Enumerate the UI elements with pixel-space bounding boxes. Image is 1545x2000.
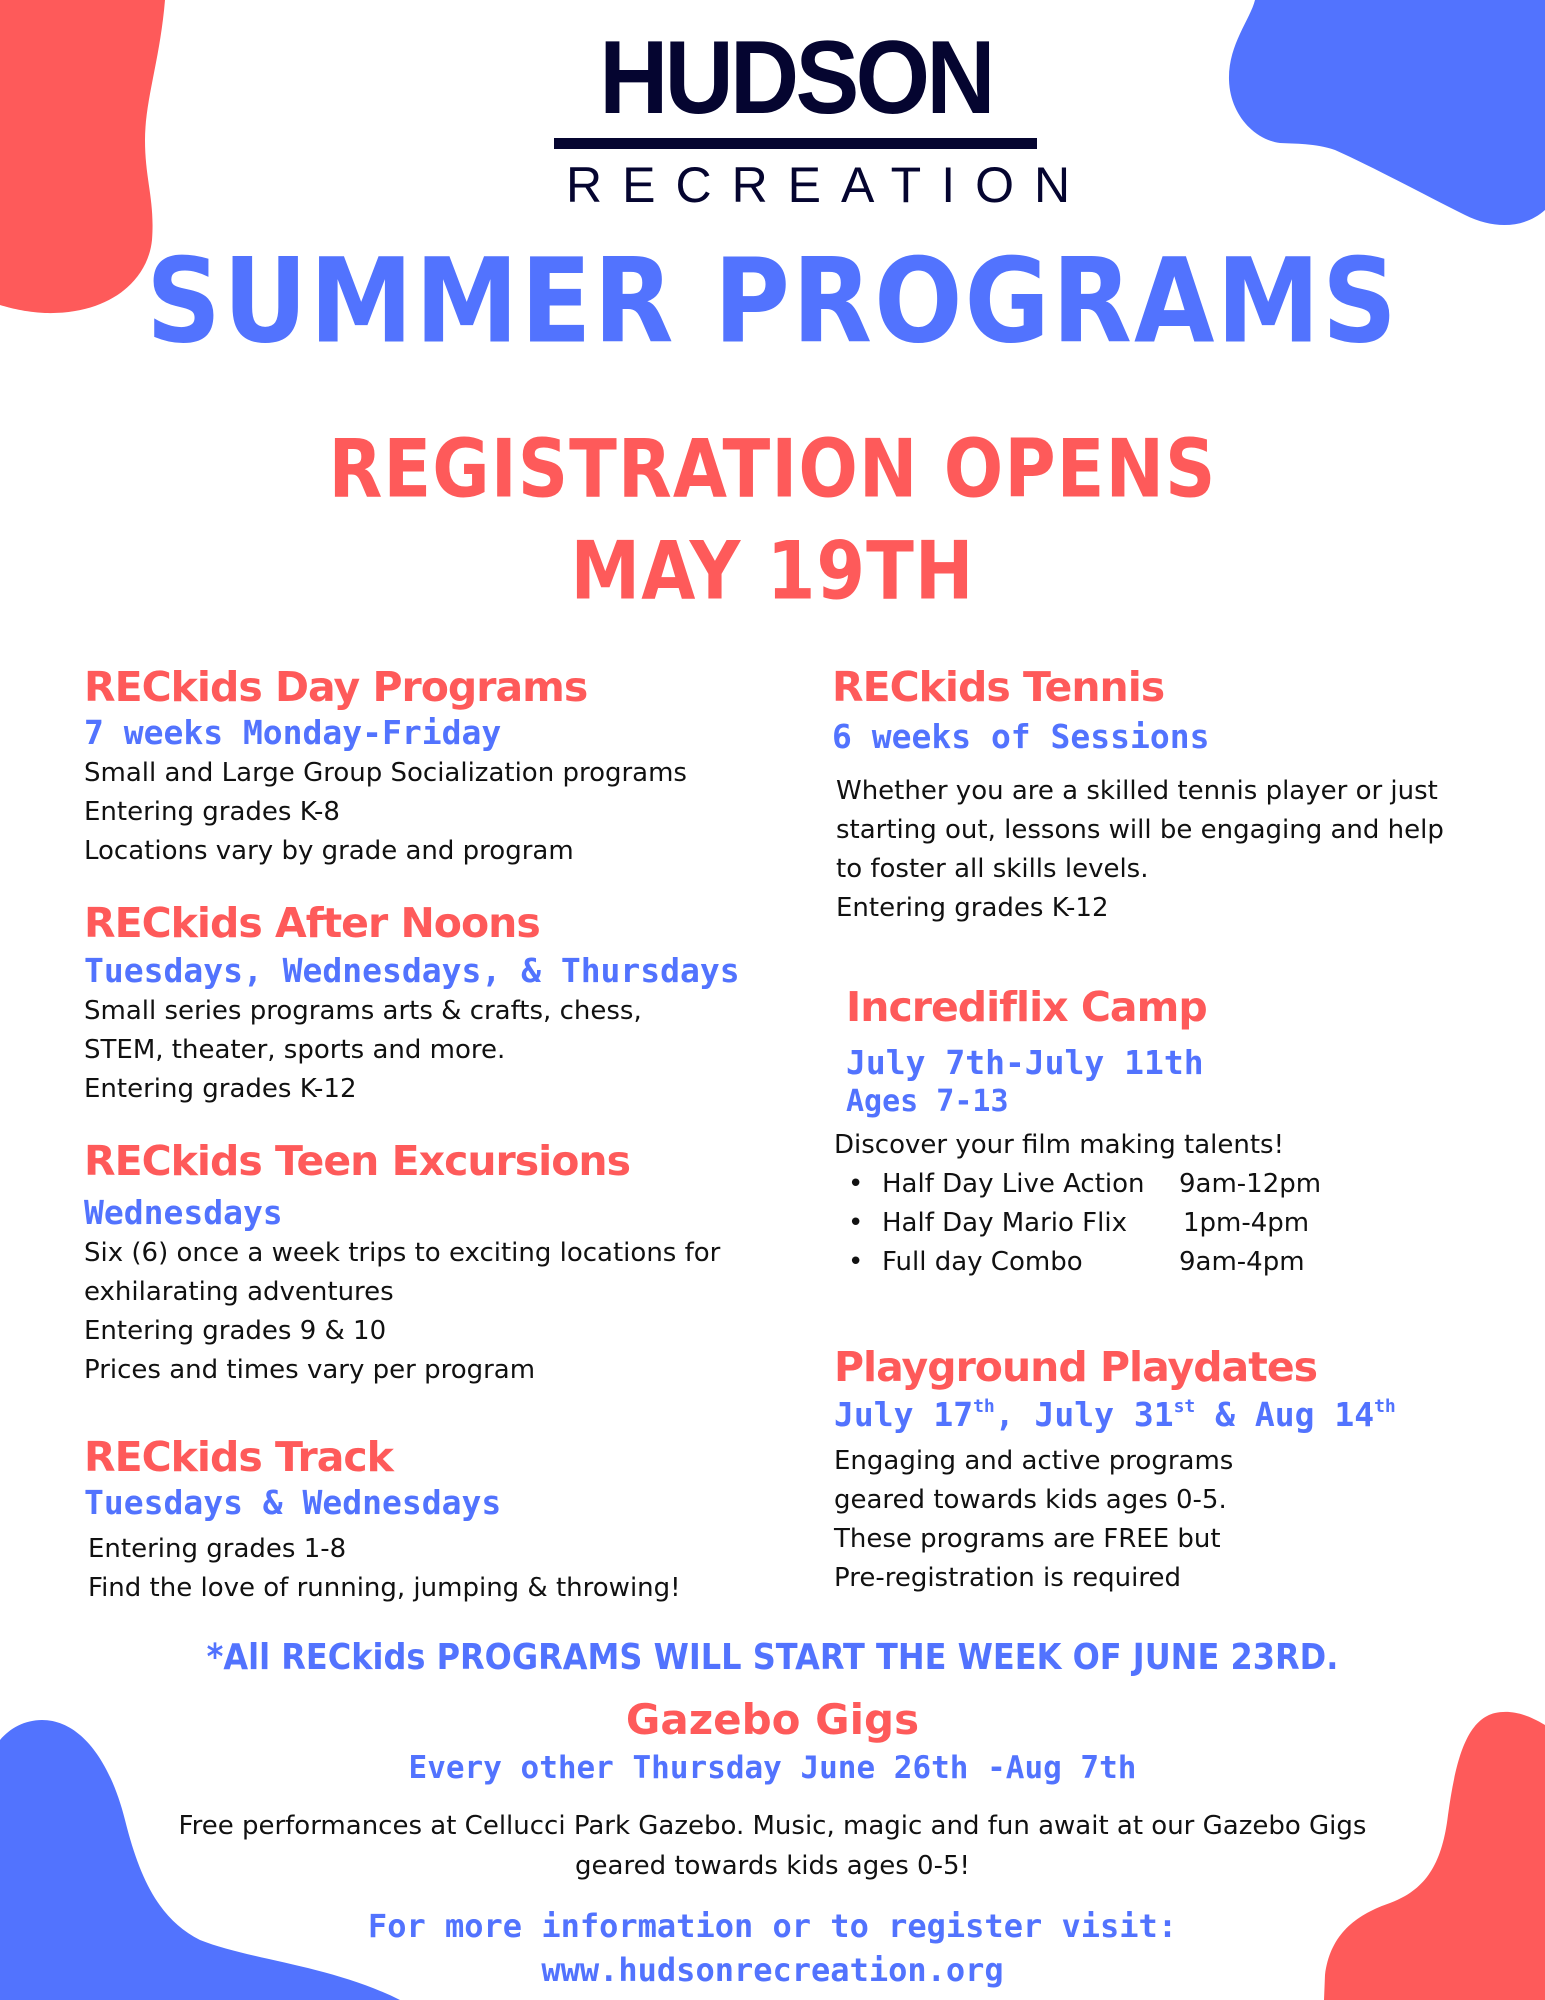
section-heading: Incrediflix Camp [846, 983, 1207, 1031]
section-line: Entering grades K-12 [836, 893, 1109, 923]
registration-date: MAY 19TH [570, 523, 975, 619]
gazebo-line: Free performances at Cellucci Park Gazebo. Music, magic and fun await at our Gazebo Gigs [178, 1811, 1367, 1841]
section-heading: RECkids Tennis [832, 663, 1165, 711]
footer-info-text: For more information or to register visit: [367, 1907, 1178, 1945]
section-schedule: 6 weeks of Sessions [832, 717, 1210, 756]
section-heading: RECkids Day Programs [84, 663, 588, 711]
section-day-programs [84, 662, 687, 871]
gazebo-line: geared towards kids ages 0-5! [575, 1851, 970, 1881]
logo-recreation: RECREATION [566, 157, 1091, 213]
registration-opens: REGISTRATION OPENS [328, 421, 1217, 517]
section-incrediflix [834, 982, 1322, 1282]
section-line: Small and Large Group Socialization programs [84, 758, 687, 788]
camp-option: • Half Day Mario Flix 1pm-4pm [834, 1204, 1284, 1243]
section-heading: RECkids Track [84, 1433, 393, 1481]
start-date-note: *All RECkids PROGRAMS WILL START THE WEEK OF JUNE 23RD. [206, 1636, 1339, 1678]
page-title: SUMMER PROGRAMS [146, 232, 1399, 370]
footer-info [0, 1904, 1545, 1992]
gazebo-description [0, 1806, 1545, 1886]
section-schedule: Tuesdays & Wednesdays [84, 1483, 502, 1522]
section-line: Locations vary by grade and program [84, 836, 574, 866]
hudson-recreation-logo [548, 20, 1091, 215]
logo-divider [554, 138, 1037, 149]
camp-ages: Ages 7-13 [846, 1084, 1009, 1119]
section-line: Whether you are a skilled tennis player or just [836, 776, 1438, 806]
section-heading: RECkids After Noons [84, 899, 540, 947]
section-line: Prices and times vary per program [84, 1355, 536, 1385]
section-heading: RECkids Teen Excursions [84, 1137, 630, 1185]
section-playground-playdates [834, 1342, 1396, 1598]
section-schedule: Wednesdays [84, 1193, 283, 1232]
gazebo-heading: Gazebo Gigs [625, 1695, 920, 1744]
section-line: Small series programs arts & crafts, chess, [84, 996, 642, 1026]
section-track [84, 1432, 681, 1608]
section-line: Six (6) once a week trips to exciting locations for [84, 1238, 721, 1268]
section-line: Pre-registration is required [834, 1563, 1181, 1593]
section-line: Entering grades 9 & 10 [84, 1316, 387, 1346]
section-schedule: 7 weeks Monday-Friday [84, 713, 502, 752]
section-heading: Playground Playdates [834, 1343, 1318, 1391]
camp-options-list [834, 1165, 1322, 1282]
blue-blob-top-right [1225, 0, 1545, 230]
section-tennis [832, 662, 1444, 928]
section-line: Entering grades K-12 [84, 1074, 357, 1104]
camp-intro: Discover your film making talents! [834, 1130, 1285, 1160]
camp-option: • Half Day Live Action 9am-12pm [834, 1165, 1284, 1204]
gazebo-schedule: Every other Thursday June 26th -Aug 7th [408, 1750, 1137, 1786]
section-line: Find the love of running, jumping & throwing! [88, 1573, 681, 1603]
website-link[interactable]: www.hudsonrecreation.org [541, 1951, 1004, 1989]
section-schedule: Tuesdays, Wednesdays, & Thursdays [84, 951, 740, 990]
section-after-noons [84, 898, 740, 1109]
section-line: Engaging and active programs [834, 1446, 1234, 1476]
section-teen-excursions [84, 1136, 720, 1390]
camp-option: • Full day Combo 9am-4pm [834, 1243, 1284, 1282]
section-line: exhilarating adventures [84, 1277, 394, 1307]
section-line: starting out, lessons will be engaging and help [836, 815, 1444, 845]
section-line: Entering grades K-8 [84, 797, 340, 827]
section-line: Entering grades 1-8 [88, 1534, 347, 1564]
section-line: These programs are FREE but [834, 1524, 1221, 1554]
section-line: to foster all skills levels. [836, 854, 1149, 884]
section-line: STEM, theater, sports and more. [84, 1035, 506, 1065]
logo-hudson: HUDSON [599, 20, 992, 136]
camp-dates: July 7th-July 11th [846, 1043, 1204, 1082]
playdate-dates: July 17th, July 31st & Aug 14th [834, 1395, 1396, 1434]
section-line: geared towards kids ages 0-5. [834, 1485, 1227, 1515]
